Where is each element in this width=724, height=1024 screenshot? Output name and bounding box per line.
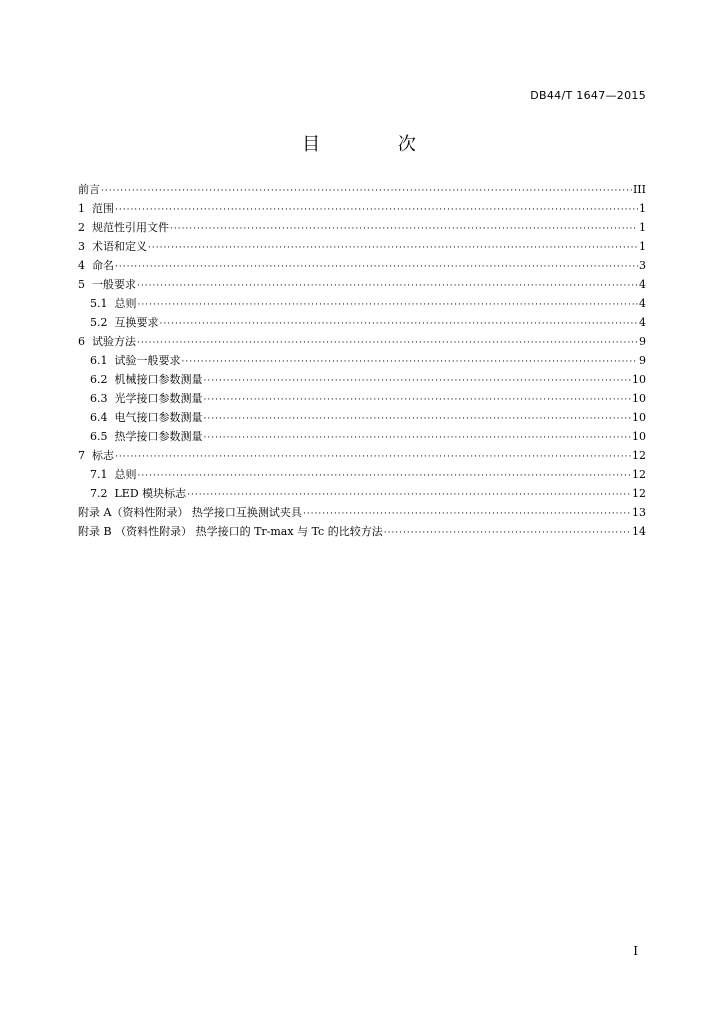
toc-entry-label: 5 一般要求 [78, 278, 136, 291]
toc-entry-page: 12 [632, 449, 646, 462]
toc-entry-label: 6.4 电气接口参数测量 [90, 411, 203, 424]
toc-entry[interactable] [78, 237, 646, 256]
toc-entry-label: 6 试验方法 [78, 335, 136, 348]
toc-dot-leader [101, 182, 632, 201]
toc-dot-leader [138, 296, 639, 315]
toc-entry-label: 1 范围 [78, 202, 114, 215]
toc-entry-page: 12 [632, 487, 646, 500]
toc-entry[interactable] [78, 465, 646, 484]
toc-entry-page: 9 [639, 354, 646, 367]
toc-entry-page: 13 [632, 506, 646, 519]
toc-entry-label: 6.2 机械接口参数测量 [90, 373, 203, 386]
toc-dot-leader [115, 258, 638, 277]
toc-entry-page: 4 [639, 278, 646, 291]
toc-entry[interactable] [78, 522, 646, 541]
toc-entry[interactable] [78, 484, 646, 503]
toc-entry-label: 7.2 LED 模块标志 [90, 487, 187, 500]
toc-entry[interactable] [78, 503, 646, 522]
toc-entry[interactable] [78, 351, 646, 370]
toc-dot-leader [204, 372, 632, 391]
toc-dot-leader [170, 220, 638, 239]
toc-entry-page: 1 [639, 240, 646, 253]
toc-entry[interactable] [78, 256, 646, 275]
toc-entry-page: 4 [639, 316, 646, 329]
toc-entry-page: 10 [632, 430, 646, 443]
toc-entry-page: 3 [639, 259, 646, 272]
toc-dot-leader [138, 467, 632, 486]
toc-dot-leader [384, 524, 631, 543]
toc-entry-page: 1 [639, 202, 646, 215]
toc-entry-page: 10 [632, 373, 646, 386]
toc-entry-label: 5.1 总则 [90, 297, 137, 310]
toc-entry-label: 6.1 试验一般要求 [90, 354, 181, 367]
toc-entry-page: 4 [639, 297, 646, 310]
document-code: DB44/T 1647—2015 [530, 89, 646, 102]
toc-entry-label: 7 标志 [78, 449, 114, 462]
toc-entry-label: 5.2 互换要求 [90, 316, 159, 329]
toc-entry[interactable] [78, 313, 646, 332]
toc-entry[interactable] [78, 446, 646, 465]
toc-entry-page: III [632, 183, 646, 196]
page-title: 目 次 [302, 134, 452, 155]
toc-dot-leader [115, 201, 638, 220]
toc-dot-leader [148, 239, 638, 258]
toc-entry-label: 3 术语和定义 [78, 240, 147, 253]
toc-entry-label: 附录 A（资料性附录） 热学接口互换测试夹具 [78, 506, 302, 519]
toc-entry[interactable] [78, 332, 646, 351]
toc-entry-label: 6.5 热学接口参数测量 [90, 430, 203, 443]
toc-dot-leader [204, 391, 632, 410]
toc-entry[interactable] [78, 389, 646, 408]
toc-entry-label: 前言 [78, 183, 100, 196]
toc-dot-leader [204, 410, 632, 429]
toc-dot-leader [204, 429, 632, 448]
table-of-contents [78, 180, 646, 541]
footer-page-number: I [633, 944, 638, 958]
toc-dot-leader [115, 448, 631, 467]
toc-entry[interactable] [78, 218, 646, 237]
toc-entry[interactable] [78, 180, 646, 199]
toc-entry[interactable] [78, 408, 646, 427]
toc-entry-label: 6.3 光学接口参数测量 [90, 392, 203, 405]
toc-entry[interactable] [78, 294, 646, 313]
toc-dot-leader [182, 353, 639, 372]
toc-entry[interactable] [78, 275, 646, 294]
toc-entry-label: 2 规范性引用文件 [78, 221, 169, 234]
toc-entry-page: 10 [632, 392, 646, 405]
toc-entry-label: 7.1 总则 [90, 468, 137, 481]
toc-dot-leader [137, 334, 638, 353]
toc-entry-label: 附录 B （资料性附录） 热学接口的 Tr-max 与 Tc 的比较方法 [78, 525, 383, 538]
toc-entry[interactable] [78, 199, 646, 218]
toc-dot-leader [160, 315, 639, 334]
toc-entry-label: 4 命名 [78, 259, 114, 272]
toc-entry[interactable] [78, 370, 646, 389]
toc-entry-page: 14 [632, 525, 646, 538]
toc-dot-leader [137, 277, 638, 296]
toc-entry-page: 9 [639, 335, 646, 348]
toc-entry-page: 12 [632, 468, 646, 481]
toc-entry-page: 10 [632, 411, 646, 424]
toc-entry[interactable] [78, 427, 646, 446]
toc-entry-page: 1 [639, 221, 646, 234]
